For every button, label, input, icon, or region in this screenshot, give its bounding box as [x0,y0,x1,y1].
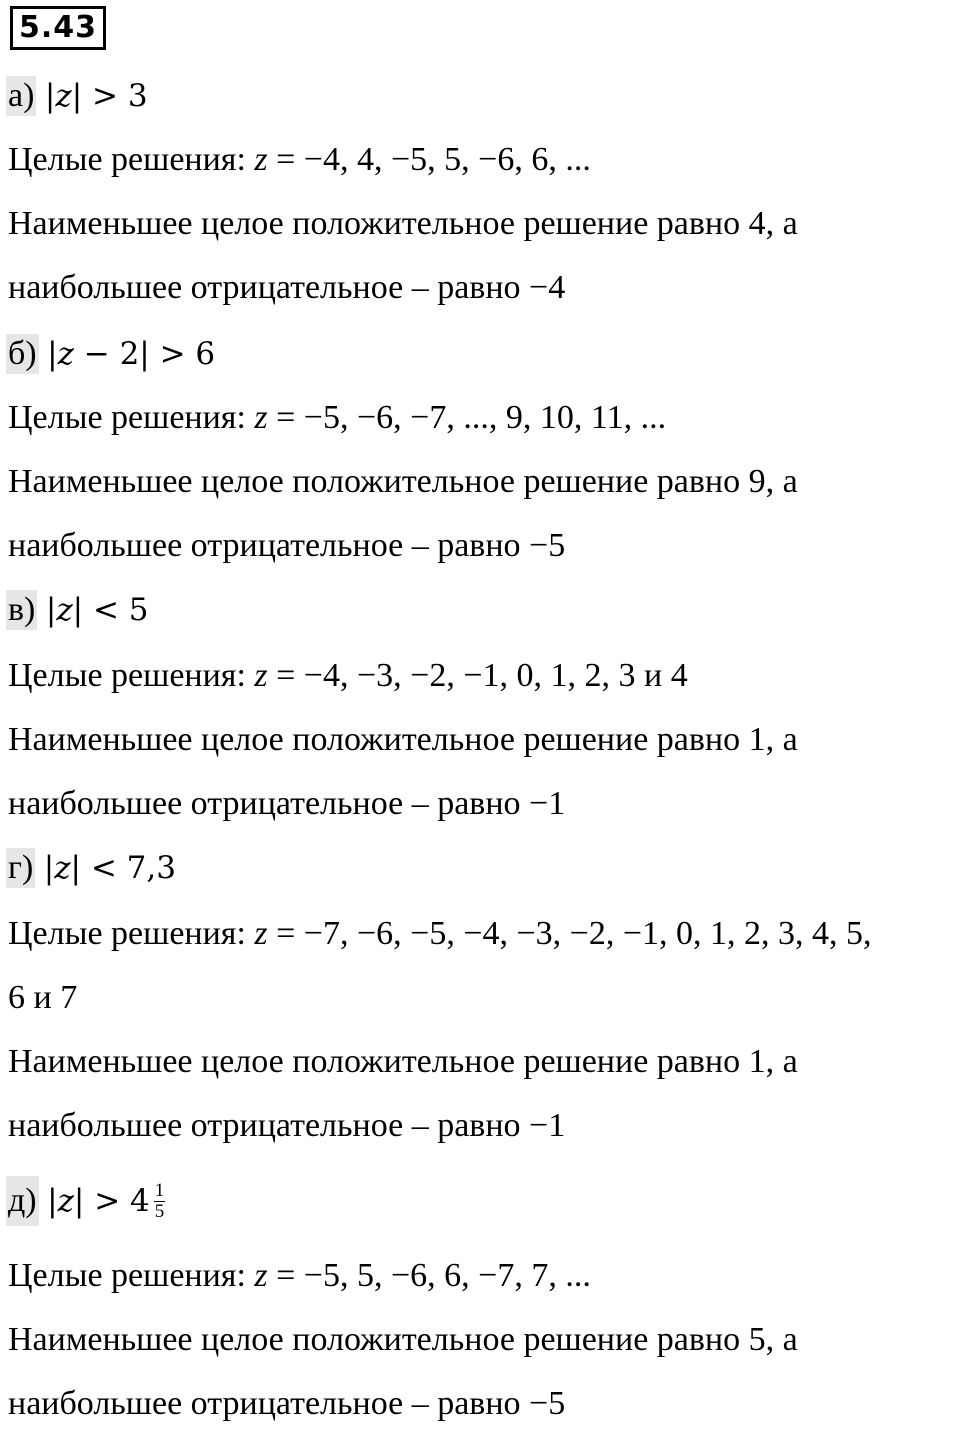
part-g-heading [8,848,176,888]
solutions-prefix: Целые решения: [8,399,255,436]
part-a-solutions [8,140,591,180]
part-d-solutions [8,1256,591,1296]
solutions-list: = −4, 4, −5, 5, −6, 6, ... [267,141,591,178]
part-b-solutions [8,398,666,438]
part-g-inequality: |𝑧| < 7,3 [43,850,176,886]
solutions-prefix: Целые решения: [8,915,255,952]
part-b-heading [8,334,215,374]
solutions-prefix: Целые решения: [8,657,255,694]
variable-z: z [254,141,268,178]
part-g-solutions-cont: 6 и 7 [8,979,78,1016]
part-v-heading [8,590,149,630]
part-b-conclusion-2: наибольшее отрицательное – равно −5 [8,527,566,564]
fraction [154,1181,166,1222]
part-g-conclusion-2: наибольшее отрицательное – равно −1 [8,1107,566,1144]
part-a-conclusion-1: Наименьшее целое положительное решение равно 4, а [8,205,798,242]
part-v-solutions [8,656,688,696]
variable-z: z [254,915,268,952]
part-v-conclusion-2: наибольшее отрицательное – равно −1 [8,785,566,822]
solutions-list: = −7, −6, −5, −4, −3, −2, −1, 0, 1, 2, 3, 4, 5, [267,915,872,952]
part-b-inequality: |𝑧 − 2| > 6 [47,336,216,372]
part-d-inequality: |𝑧| > 4 [47,1183,150,1219]
part-v-inequality: |𝑧| < 5 [45,592,149,628]
part-a-heading [8,76,148,116]
part-g-label: г) [8,849,34,886]
part-d-heading [8,1176,165,1226]
fraction-numerator: 1 [154,1179,165,1201]
problem-number: 5.43 [10,6,106,50]
part-d-conclusion-1: Наименьшее целое положительное решение равно 5, а [8,1321,798,1358]
part-a-label: а) [8,77,35,114]
part-g-solutions [8,914,872,954]
variable-z: z [254,1257,268,1294]
part-v-conclusion-1: Наименьшее целое положительное решение равно 1, а [8,721,798,758]
variable-z: z [254,657,268,694]
solutions-list: = −5, 5, −6, 6, −7, 7, ... [267,1257,591,1294]
solutions-list: = −4, −3, −2, −1, 0, 1, 2, 3 и 4 [267,657,688,694]
variable-z: z [254,399,268,436]
part-b-label: б) [8,335,37,372]
solutions-prefix: Целые решения: [8,1257,255,1294]
part-d-label: д) [6,1176,39,1226]
part-d-conclusion-2: наибольшее отрицательное – равно −5 [8,1385,566,1422]
part-a-conclusion-2: наибольшее отрицательное – равно −4 [8,269,566,306]
solutions-list: = −5, −6, −7, ..., 9, 10, 11, ... [267,399,667,436]
solutions-prefix: Целые решения: [8,141,255,178]
part-b-conclusion-1: Наименьшее целое положительное решение равно 9, а [8,463,798,500]
part-g-conclusion-1: Наименьшее целое положительное решение равно 1, а [8,1043,798,1080]
part-a-inequality: |𝑧| > 3 [44,78,148,114]
part-v-label: в) [8,591,36,628]
fraction-denominator: 5 [154,1200,165,1222]
